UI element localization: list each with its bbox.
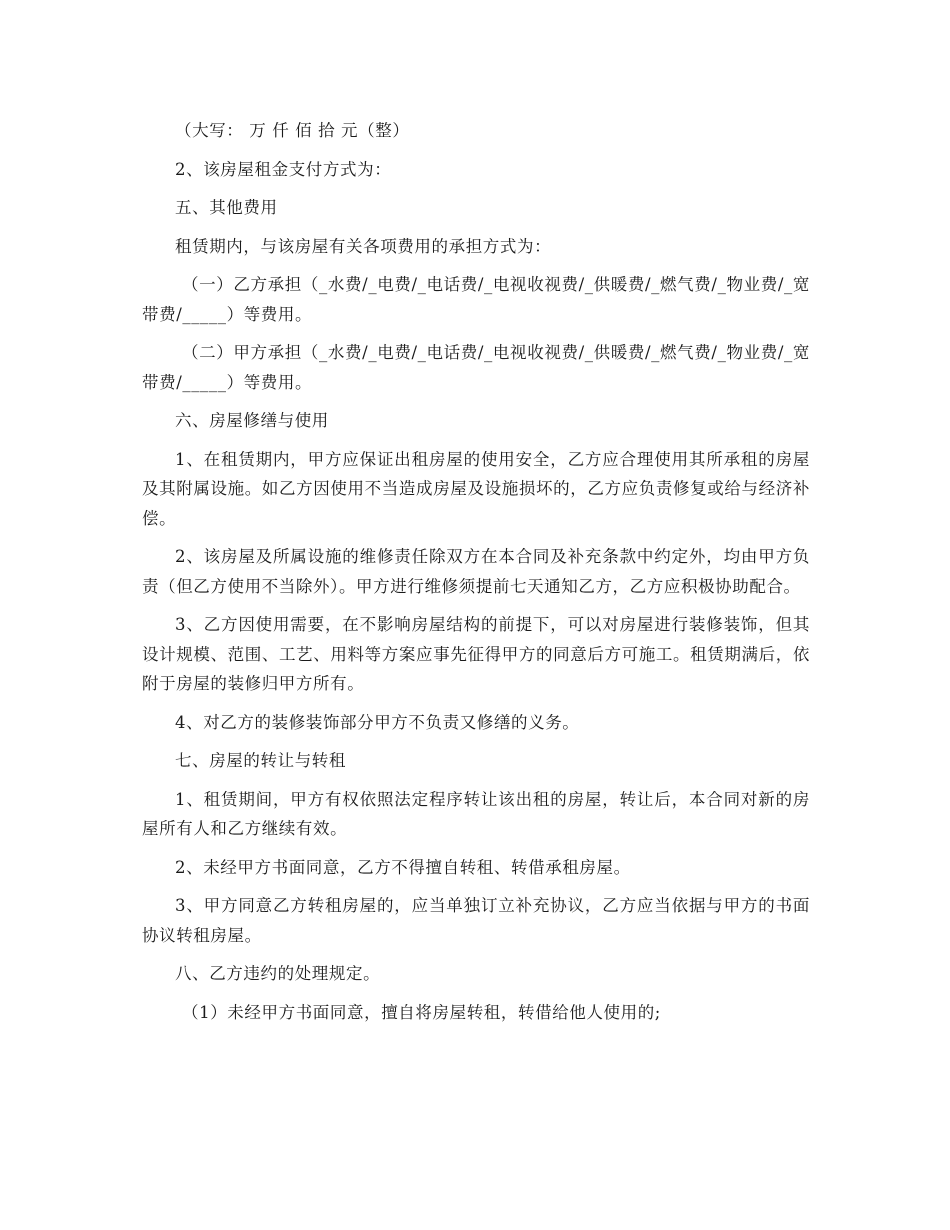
paragraph-repair-4: 4、对乙方的装修装饰部分甲方不负责又修缮的义务。 [175,712,580,732]
section-heading-breach-rules: 八、乙方违约的处理规定。 [175,964,381,983]
paragraph-fees-intro: 租赁期内，与该房屋有关各项费用的承担方式为： [175,236,552,256]
paragraph-transfer-3: 3、甲方同意乙方转租房屋的，应当单独订立补充协议，乙方应当依据与甲方的书面协议转租房屋。 [142,896,810,945]
paragraph-repair-1: 1、在租赁期内，甲方应保证出租房屋的使用安全，乙方应合理使用其所承租的房屋及其附属设施。如乙方因使用不当造成房屋及设施损坏的，乙方应负责修复或给与经济补偿。 [142,449,810,528]
paragraph-breach-1: （1）未经甲方书面同意，擅自将房屋转租，转借给他人使用的; [182,1002,661,1022]
paragraph-fees-party-b: （一）乙方承担（_水费/_电费/_电话费/_电视收视费/_供暖费/_燃气费/_物业费/_宽带费/_____）等费用。 [142,275,810,324]
section-heading-other-fees: 五、其他费用 [175,198,278,217]
paragraph-transfer-1: 1、租赁期间，甲方有权依照法定程序转让该出租的房屋，转让后，本合同对新的房屋所有人和乙方继续有效。 [142,789,810,838]
paragraph-rent-payment-method: 2、该房屋租金支付方式为： [175,159,392,179]
paragraph-fees-party-a: （二）甲方承担（_水费/_电费/_电话费/_电视收视费/_供暖费/_燃气费/_物业费/_宽带费/_____）等费用。 [142,343,810,392]
paragraph-repair-3: 3、乙方因使用需要，在不影响房屋结构的前提下，可以对房屋进行装修装饰，但其设计规模、范围、工艺、用料等方案应事先征得甲方的同意后方可施工。租赁期满后，依附于房屋的装修归甲方所有。 [142,615,810,693]
document-body [142,116,810,1036]
paragraph-transfer-2: 2、未经甲方书面同意，乙方不得擅自转租、转借承租房屋。 [175,857,631,877]
paragraph-repair-2: 2、该房屋及所属设施的维修责任除双方在本合同及补充条款中约定外，均由甲方负责（但乙方使用不当除外）。甲方进行维修须提前七天通知乙方，乙方应积极协助配合。 [142,547,810,596]
paragraph-amount-in-words: （大写： 万 仟 佰 拾 元（整） [175,121,410,140]
section-heading-repair-and-use: 六、房屋修缮与使用 [175,411,329,430]
section-heading-transfer-sublease: 七、房屋的转让与转租 [175,751,346,770]
